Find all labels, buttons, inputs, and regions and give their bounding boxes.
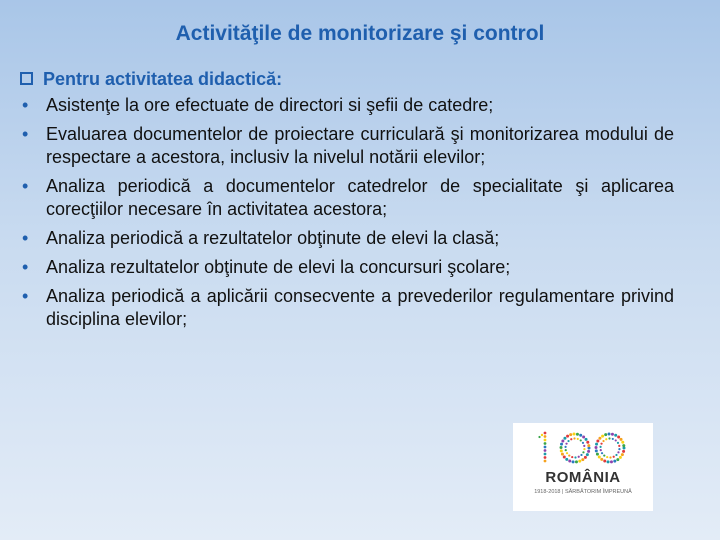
bullet-dot-icon: • [22, 228, 29, 248]
list-item [18, 227, 674, 250]
list-item [18, 175, 674, 221]
list-item-text: Evaluarea documentelor de proiectare curriculară şi monitorizarea modului de respectare a acestora, inclusiv la nivelul notării elevilor; [46, 124, 674, 167]
section-heading-label: Pentru activitatea didactică: [43, 69, 283, 89]
bullet-list [18, 94, 674, 331]
list-item [18, 94, 674, 117]
centenary-100-icon [513, 423, 653, 473]
list-item-text: Analiza periodică a aplicării consecvente a prevederilor regulamentare privind disciplina elevilor; [46, 286, 674, 329]
list-item-text: Analiza periodică a rezultatelor obţinute de elevi la clasă; [46, 228, 500, 248]
romania-centenary-logo [513, 423, 653, 511]
slide-content [18, 66, 674, 337]
logo-subtitle: 1918-2018 | SĂRBĂTORIM ÎMPREUNĂ [534, 489, 632, 495]
square-bullet-icon [20, 72, 33, 85]
list-item-text: Analiza periodică a documentelor catedrelor de specialitate şi aplicarea corecţiilor necesare în activitatea acestora; [46, 176, 674, 219]
list-item [18, 123, 674, 169]
bullet-dot-icon: • [22, 257, 29, 277]
list-item-text: Asistenţe la ore efectuate de directori si şefii de catedre; [46, 95, 494, 115]
logo-word: ROMÂNIA [545, 469, 621, 486]
bullet-dot-icon: • [22, 124, 29, 144]
list-item-text: Analiza rezultatelor obţinute de elevi la concursuri şcolare; [46, 257, 511, 277]
section-heading [18, 66, 674, 92]
list-item [18, 256, 674, 279]
slide-title: Activităţile de monitorizare şi control [175, 22, 545, 45]
bullet-dot-icon: • [22, 176, 29, 196]
bullet-dot-icon: • [22, 95, 29, 115]
bullet-dot-icon: • [22, 286, 29, 306]
list-item [18, 285, 674, 331]
